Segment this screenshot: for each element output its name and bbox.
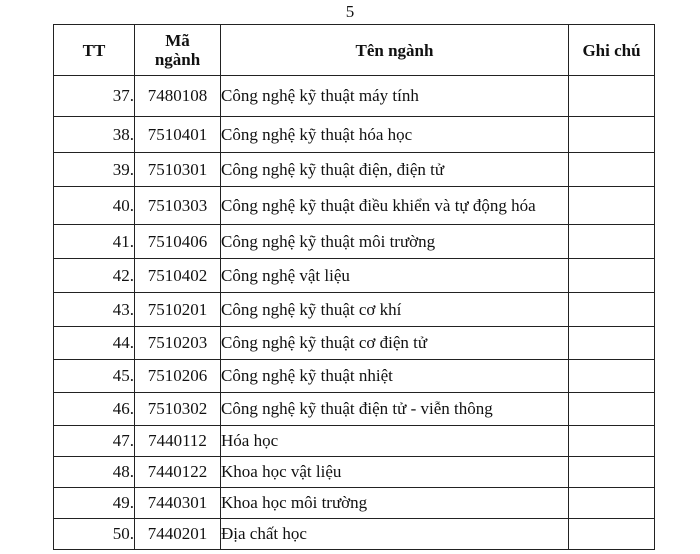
row-code: 7440301 [135,488,221,519]
row-note [569,187,655,225]
row-code: 7440201 [135,519,221,550]
row-tt: 43. [54,293,135,327]
row-note [569,488,655,519]
header-code-line2: ngành [154,50,201,69]
table-row [54,488,655,519]
row-tt: 39. [54,153,135,187]
header-code [135,25,221,76]
row-tt: 50. [54,519,135,550]
row-note [569,225,655,259]
row-name: Hóa học [221,426,569,457]
row-tt: 41. [54,225,135,259]
row-name: Khoa học vật liệu [221,457,569,488]
table-row [54,426,655,457]
row-tt: 40. [54,187,135,225]
row-tt: 45. [54,360,135,393]
row-name: Công nghệ kỹ thuật điều khiển và tự động hóa [221,187,569,225]
row-name: Công nghệ kỹ thuật cơ điện tử [221,327,569,360]
table-row [54,519,655,550]
table-row [54,293,655,327]
header-note: Ghi chú [569,25,655,76]
row-code: 7440122 [135,457,221,488]
row-code: 7510301 [135,153,221,187]
row-name: Công nghệ kỹ thuật môi trường [221,225,569,259]
row-note [569,457,655,488]
table-row [54,393,655,426]
row-tt: 42. [54,259,135,293]
row-tt: 38. [54,117,135,153]
row-code: 7510201 [135,293,221,327]
table-row [54,360,655,393]
table-row [54,327,655,360]
row-name: Công nghệ kỹ thuật điện tử - viễn thông [221,393,569,426]
row-code: 7510401 [135,117,221,153]
row-code: 7440112 [135,426,221,457]
row-name: Công nghệ kỹ thuật nhiệt [221,360,569,393]
header-code-line1: Mã [165,31,190,50]
row-note [569,327,655,360]
row-code: 7510302 [135,393,221,426]
table-row [54,117,655,153]
row-note [569,153,655,187]
row-note [569,76,655,117]
row-name: Khoa học môi trường [221,488,569,519]
row-note [569,117,655,153]
row-code: 7480108 [135,76,221,117]
row-tt: 37. [54,76,135,117]
row-tt: 46. [54,393,135,426]
row-code: 7510203 [135,327,221,360]
row-code: 7510206 [135,360,221,393]
header-name: Tên ngành [221,25,569,76]
row-name: Công nghệ kỹ thuật máy tính [221,76,569,117]
table-row [54,225,655,259]
row-note [569,519,655,550]
row-note [569,259,655,293]
row-tt: 48. [54,457,135,488]
row-name: Địa chất học [221,519,569,550]
row-name: Công nghệ vật liệu [221,259,569,293]
row-code: 7510402 [135,259,221,293]
table-header-row [54,25,655,76]
row-code: 7510303 [135,187,221,225]
table-row [54,259,655,293]
table-row [54,76,655,117]
table-row [54,153,655,187]
row-tt: 47. [54,426,135,457]
majors-table [53,24,655,550]
row-note [569,426,655,457]
row-code: 7510406 [135,225,221,259]
page-number: 5 [345,2,355,21]
header-tt: TT [54,25,135,76]
table-row [54,187,655,225]
row-name: Công nghệ kỹ thuật cơ khí [221,293,569,327]
row-note [569,293,655,327]
table-body [54,76,655,550]
table-row [54,457,655,488]
row-name: Công nghệ kỹ thuật điện, điện tử [221,153,569,187]
row-tt: 49. [54,488,135,519]
row-tt: 44. [54,327,135,360]
row-note [569,360,655,393]
row-name: Công nghệ kỹ thuật hóa học [221,117,569,153]
row-note [569,393,655,426]
